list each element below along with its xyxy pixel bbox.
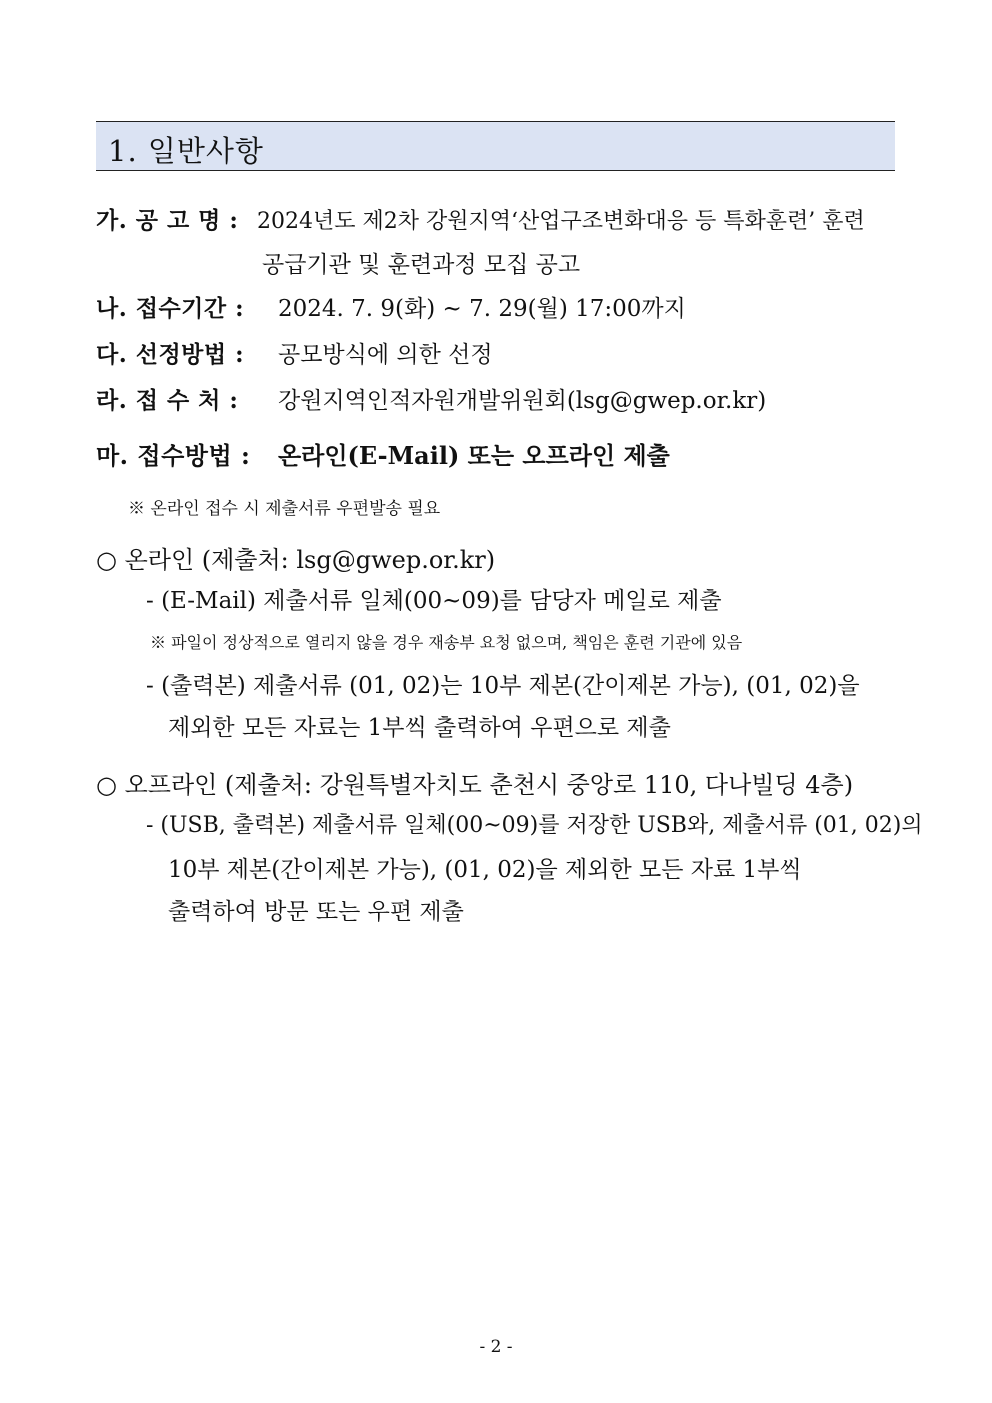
online-bullet-print-cont: 제외한 모든 자료는 1부씩 출력하여 우편으로 제출	[168, 715, 671, 741]
section-header	[96, 121, 895, 171]
item-d-value: 강원지역인적자원개발위원회(lsg@gwep.or.kr)	[278, 388, 767, 414]
offline-bullet: - (USB, 출력본) 제출서류 일체(00~09)를 저장한 USB와, 제출서류 (01, 02)의	[146, 813, 923, 838]
mail-note: ※ 온라인 접수 시 제출서류 우편발송 필요	[128, 499, 441, 519]
item-a-label: 가. 공 고 명 :	[96, 207, 239, 234]
item-d-label: 라. 접 수 처 :	[96, 387, 239, 414]
section-title: 1. 일반사항	[108, 134, 264, 168]
item-c-label: 다. 선정방법 :	[96, 341, 245, 368]
item-b-value: 2024. 7. 9(화) ~ 7. 29(월) 17:00까지	[278, 296, 686, 322]
online-bullet-print: - (출력본) 제출서류 (01, 02)는 10부 제본(간이제본 가능), (01, 02)을	[146, 673, 860, 699]
item-e-value: 온라인(E-Mail) 또는 오프라인 제출	[278, 441, 670, 470]
offline-bullet-cont2: 출력하여 방문 또는 우편 제출	[168, 899, 464, 925]
online-bullet-email: - (E-Mail) 제출서류 일체(00~09)를 담당자 메일로 제출	[146, 588, 722, 614]
online-heading: ○ 온라인 (제출처: lsg@gwep.or.kr)	[96, 546, 496, 574]
page-number: - 2 -	[479, 1337, 513, 1357]
offline-bullet-cont1: 10부 제본(간이제본 가능), (01, 02)을 제외한 모든 자료 1부씩	[168, 857, 802, 883]
offline-heading: ○ 오프라인 (제출처: 강원특별자치도 춘천시 중앙로 110, 다나빌딩 4층)	[96, 771, 854, 799]
online-note: ※ 파일이 정상적으로 열리지 않을 경우 재송부 요청 없으며, 책임은 훈련 기관에 있음	[150, 633, 743, 652]
item-a-value-cont: 공급기관 및 훈련과정 모집 공고	[262, 252, 581, 278]
item-c-value: 공모방식에 의한 선정	[278, 342, 493, 368]
item-e-label: 마. 접수방법 :	[96, 441, 251, 470]
item-a-value: 2024년도 제2차 강원지역‘산업구조변화대응 등 특화훈련’ 훈련	[257, 209, 865, 234]
item-b-label: 나. 접수기간 :	[96, 295, 245, 322]
